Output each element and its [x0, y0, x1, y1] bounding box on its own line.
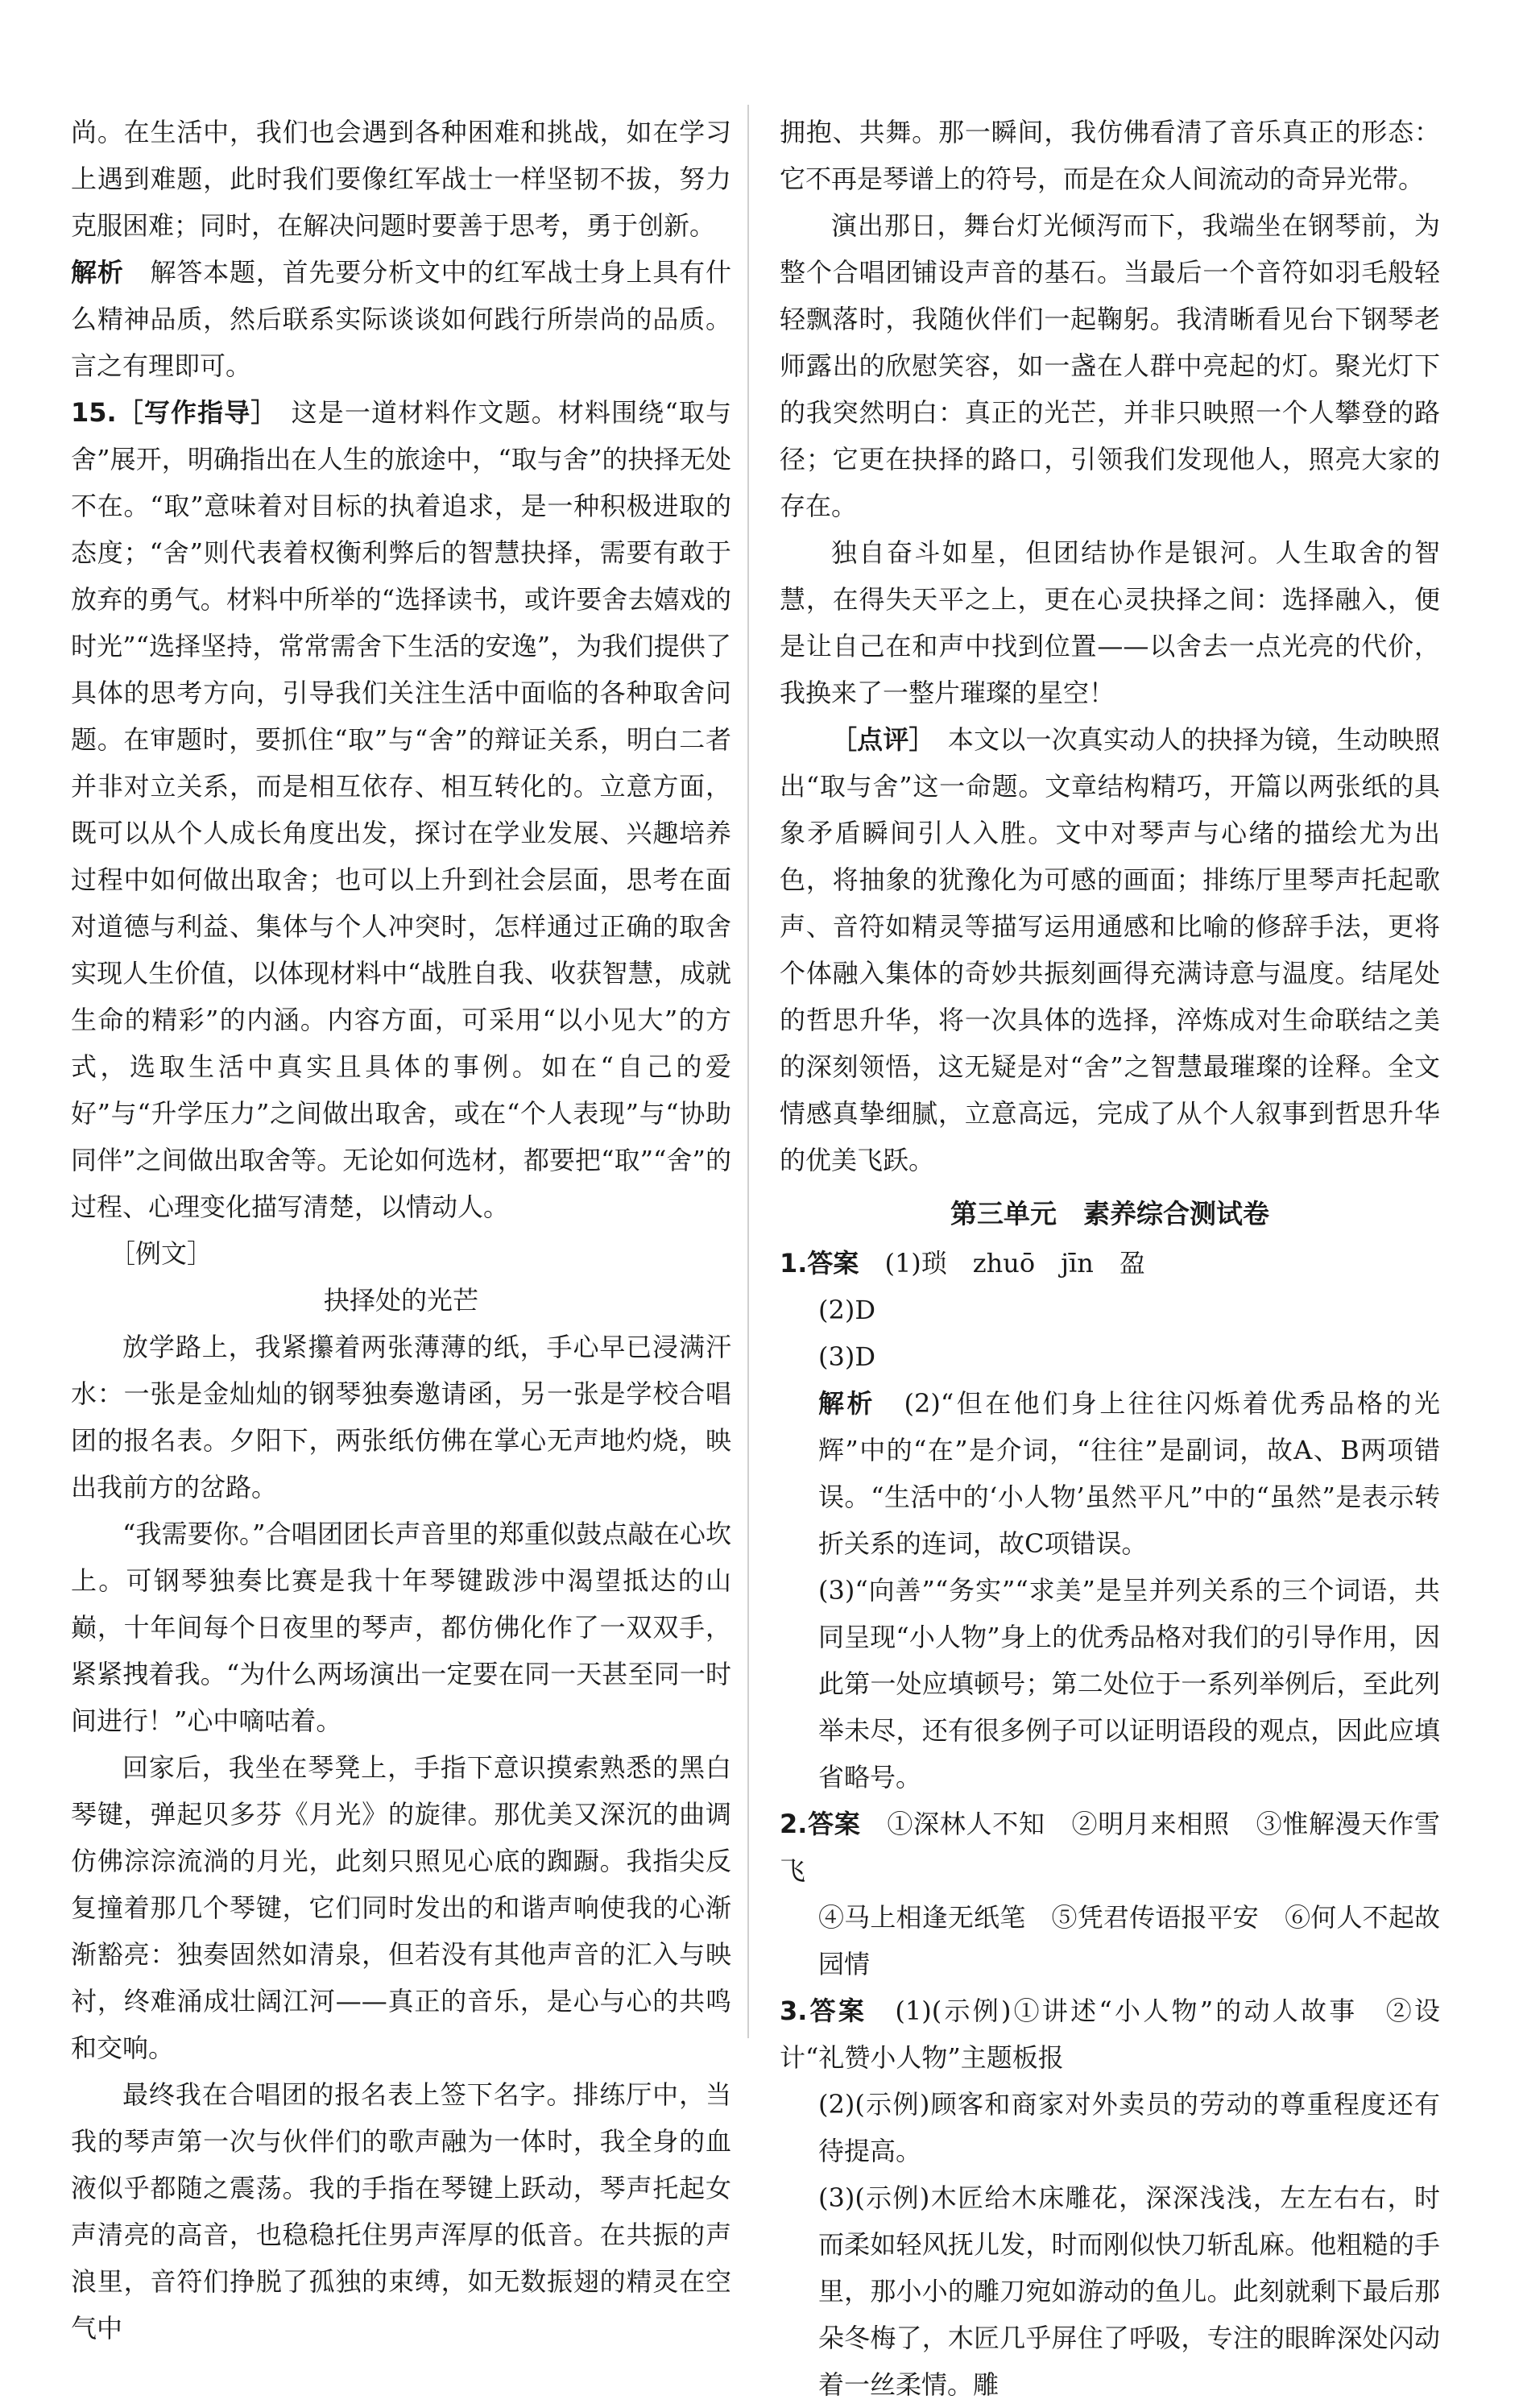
q2-line1: ①深林人不知 ②明月来相照 ③惟解漫天作雪飞	[780, 1809, 1440, 1886]
q1-label: 答案	[807, 1248, 859, 1279]
right-column	[780, 109, 1440, 2408]
q1-part1: (1)琐 zhuō jīn 盈	[884, 1248, 1145, 1279]
review-paragraph	[780, 716, 1440, 1183]
q2-label: 答案	[807, 1809, 861, 1839]
q1-jiexi-text-1: (2)“但在他们身上往往闪烁着优秀品格的光辉”中的“在”是介词，“往往”是副词，故A、B两项错误。“生活中的‘小人物’虽然平凡”中的“虽然”是表示转折关系的连词，故C项错误。	[818, 1388, 1440, 1559]
q15-label: ［写作指导］	[116, 397, 265, 428]
jiexi-label: 解析	[71, 257, 124, 288]
q1-part2: (2)D	[818, 1295, 875, 1325]
review-label: ［点评］	[831, 724, 922, 755]
q3-number: 3.	[780, 1996, 808, 2026]
essay-paragraph-3: 回家后，我坐在琴凳上，手指下意识摸索熟悉的黑白琴键，弹起贝多芬《月光》的旋律。那优美又深沉的曲调仿佛淙淙流淌的月光，此刻只照见心底的踟蹰。我指尖反复撞着那几个琴键，它们同时发出的和谐声响使我的心渐渐豁亮：独奏固然如清泉，但若没有其他声音的汇入与映衬，终难涌成壮阔江河——真正的音乐，是心与心的共鸣和交响。	[71, 1752, 731, 2063]
q1-part3: (3)D	[818, 1341, 875, 1372]
q3-answer	[780, 1987, 1440, 2081]
q15-number: 15.	[71, 397, 117, 428]
essay-paragraph-4-continued: 拥抱、共舞。那一瞬间，我仿佛看清了音乐真正的形态：它不再是琴谱上的符号，而是在众人间流动的奇异光带。	[780, 117, 1440, 194]
q2-line2: ④马上相逢无纸笔 ⑤凭君传语报平安 ⑥何人不起故园情	[818, 1902, 1440, 1979]
q3-label: 答案	[807, 1996, 867, 2026]
q1-number: 1.	[780, 1248, 808, 1279]
q1-answer	[780, 1240, 1440, 1287]
intro-paragraph: 尚。在生活中，我们也会遇到各种困难和挑战，如在学习上遇到难题，此时我们要像红军战士一样坚韧不拔，努力克服困难；同时，在解决问题时要善于思考，勇于创新。	[71, 117, 731, 241]
q3-part1: (1)(示例)①讲述“小人物”的动人故事 ②设计“礼赞小人物”主题板报	[780, 1996, 1440, 2073]
jiexi-text: 解答本题，首先要分析文中的红军战士身上具有什么精神品质，然后联系实际谈谈如何践行所崇尚的品质。言之有理即可。	[71, 257, 731, 381]
jiexi-paragraph	[71, 249, 731, 389]
column-divider	[747, 105, 749, 2038]
essay-paragraph-4: 最终我在合唱团的报名表上签下名字。排练厅中，当我的琴声第一次与伙伴们的歌声融为一体时，我全身的血液似乎都随之震荡。我的手指在琴键上跃动，琴声托起女声清亮的高音，也稳稳托住男声浑厚的低音。在共振的声浪里，音符们挣脱了孤独的束缚，如无数振翅的精灵在空气中	[71, 2079, 731, 2344]
essay-title: 抉择处的光芒	[323, 1285, 478, 1316]
q1-jiexi-label: 解析	[818, 1388, 876, 1419]
left-column	[71, 109, 731, 2352]
q15-text: 这是一道材料作文题。材料围绕“取与舍”展开，明确指出在人生的旅途中，“取与舍”的抉择无处不在。“取”意味着对目标的执着追求，是一种积极进取的态度；“舍”则代表着权衡利弊后的智慧抉择，需要有敢于放弃的勇气。材料中所举的“选择读书，或许要舍去嬉戏的时光”“选择坚持，常常需舍下生活的安逸”，为我们提供了具体的思考方向，引导我们关注生活中面临的各种取舍问题。在审题时，要抓住“取”与“舍”的辩证关系，明白二者并非对立关系，而是相互依存、相互转化的。立意方面，既可以从个人成长角度出发，探讨在学业发展、兴趣培养过程中如何做出取舍；也可以上升到社会层面，思考在面对道德与利益、集体与个人冲突时，怎样通过正确的取舍实现人生价值，以体现材料中“战胜自我、收获智慧，成就生命的精彩”的内涵。内容方面，可采用“以小见大”的方式，选取生活中真实且具体的事例。如在“自己的爱好”与“升学压力”之间做出取舍，或在“个人表现”与“协助同伴”之间做出取舍等。无论如何选材，都要把“取”“舍”的过程、心理变化描写清楚，以情动人。	[71, 397, 731, 1222]
q3-part3: (3)(示例)木匠给木床雕花，深深浅浅，左左右右，时而柔如轻风抚儿发，时而刚似快刀斩乱麻。他粗糙的手里，那小小的雕刀宛如游动的鱼儿。此刻就剩下最后那朵冬梅了，木匠几乎屏住了呼吸，专注的眼眸深处闪动着一丝柔情。雕	[818, 2182, 1440, 2400]
q2-number: 2.	[780, 1809, 808, 1839]
section-title: 第三单元 素养综合测试卷	[950, 1198, 1269, 1229]
q3-part2: (2)(示例)顾客和商家对外卖员的劳动的尊重程度还有待提高。	[818, 2089, 1440, 2166]
essay-paragraph-5: 演出那日，舞台灯光倾泻而下，我端坐在钢琴前，为整个合唱团铺设声音的基石。当最后一个音符如羽毛般轻轻飘落时，我随伙伴们一起鞠躬。我清晰看见台下钢琴老师露出的欣慰笑容，如一盏在人群中亮起的灯。聚光灯下的我突然明白：真正的光芒，并非只映照一个人攀登的路径；它更在抉择的路口，引领我们发现他人，照亮大家的存在。	[780, 210, 1440, 521]
essay-paragraph-2: “我需要你。”合唱团团长声音里的郑重似鼓点敲在心坎上。可钢琴独奏比赛是我十年琴键跋涉中渴望抵达的山巅，十年间每个日夜里的琴声，都仿佛化作了一双双手，紧紧拽着我。“为什么两场演出一定要在同一天甚至同一时间进行！”心中嘀咕着。	[71, 1519, 731, 1736]
essay-paragraph-6: 独自奋斗如星，但团结协作是银河。人生取舍的智慧，在得失天平之上，更在心灵抉择之间：选择融入，便是让自己在和声中找到位置——以舍去一点光亮的代价，我换来了一整片璀璨的星空！	[780, 537, 1440, 708]
essay-paragraph-1: 放学路上，我紧攥着两张薄薄的纸，手心早已浸满汗水：一张是金灿灿的钢琴独奏邀请函，另一张是学校合唱团的报名表。夕阳下，两张纸仿佛在掌心无声地灼烧，映出我前方的岔路。	[71, 1332, 731, 1502]
q2-answer	[780, 1801, 1440, 1894]
q1-jiexi-2: (3)“向善”“务实”“求美”是呈并列关系的三个词语，共同呈现“小人物”身上的优秀品格对我们的引导作用，因此第一处应填顿号；第二处位于一系列举例后，至此列举未尽，还有很多例子可以证明语段的观点，因此应填省略号。	[818, 1575, 1440, 1793]
q1-jiexi-1	[780, 1380, 1440, 1567]
example-label: ［例文］	[110, 1238, 213, 1269]
review-text: 本文以一次真实动人的抉择为镜，生动映照出“取与舍”这一命题。文章结构精巧，开篇以两张纸的具象矛盾瞬间引人入胜。文中对琴声与心绪的描绘尤为出色，将抽象的犹豫化为可感的画面；排练厅里琴声托起歌声、音符如精灵等描写运用通感和比喻的修辞手法，更将个体融入集体的奇妙共振刻画得充满诗意与温度。结尾处的哲思升华，将一次具体的选择，淬炼成对生命联结之美的深刻领悟，这无疑是对“舍”之智慧最璀璨的诠释。全文情感真挚细腻，立意高远，完成了从个人叙事到哲思升华的优美飞跃。	[780, 724, 1440, 1175]
q15-paragraph	[71, 389, 731, 1230]
